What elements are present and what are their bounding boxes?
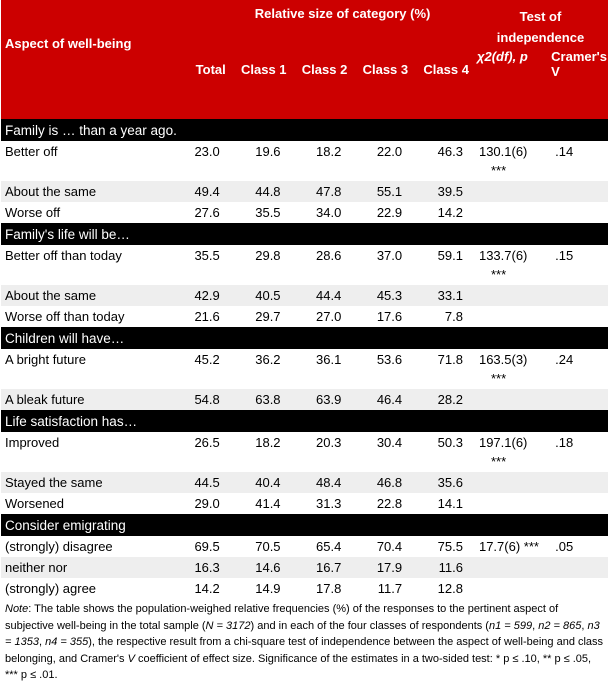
cell-total: 54.8 xyxy=(176,389,230,410)
table-row xyxy=(1,181,608,202)
section-header-row xyxy=(1,327,608,349)
cell-cramers-v xyxy=(547,578,608,599)
cell-class2: 16.7 xyxy=(291,557,352,578)
table-row xyxy=(1,141,608,181)
row-label: A bleak future xyxy=(1,389,176,410)
header-col-class1: Class 1 xyxy=(230,48,291,119)
cell-class3: 17.6 xyxy=(351,306,412,327)
cell-class4: 7.8 xyxy=(412,306,473,327)
cell-class1: 41.4 xyxy=(230,493,291,514)
cell-class3: 46.4 xyxy=(351,389,412,410)
cell-class1: 18.2 xyxy=(230,432,291,472)
cell-class4: 50.3 xyxy=(412,432,473,472)
cell-class3: 55.1 xyxy=(351,181,412,202)
note-part2: ) and in each of the four classes of respondents ( xyxy=(250,619,489,632)
cell-class1: 63.8 xyxy=(230,389,291,410)
note-part4: coefficient of effect size. Significance of the estimates in a two-sided test: xyxy=(134,652,496,665)
note-part3: ), the respective result from a chi-square test of independence between the aspect of well-being and class belonging, and Cramer's xyxy=(5,636,604,665)
table-body xyxy=(1,119,608,599)
row-label: Improved xyxy=(1,432,176,472)
note-V: V xyxy=(127,652,135,665)
table-row xyxy=(1,432,608,472)
cell-class2: 20.3 xyxy=(291,432,352,472)
section-title: Family is … than a year ago. xyxy=(1,119,608,141)
cell-total: 42.9 xyxy=(176,285,230,306)
cell-class1: 35.5 xyxy=(230,202,291,223)
chi-value: 130.1(6) xyxy=(478,144,528,159)
cell-class1: 19.6 xyxy=(230,141,291,181)
cell-chi xyxy=(473,536,547,557)
chi-value: 17.7(6) *** xyxy=(478,539,539,554)
cell-chi xyxy=(473,493,547,514)
cell-cramers-v xyxy=(547,285,608,306)
cell-class4: 75.5 xyxy=(412,536,473,557)
cell-chi xyxy=(473,181,547,202)
chi-value: 197.1(6) xyxy=(478,435,528,450)
cell-chi xyxy=(473,432,547,472)
cell-class3: 22.8 xyxy=(351,493,412,514)
row-label: (strongly) agree xyxy=(1,578,176,599)
chi-significance: *** xyxy=(490,163,507,178)
cell-class4: 11.6 xyxy=(412,557,473,578)
cell-class2: 44.4 xyxy=(291,285,352,306)
cell-total: 49.4 xyxy=(176,181,230,202)
cell-class4: 12.8 xyxy=(412,578,473,599)
header-col-class3: Class 3 xyxy=(351,48,412,119)
chi-significance: *** xyxy=(490,267,507,282)
cell-class3: 30.4 xyxy=(351,432,412,472)
cell-class4: 14.2 xyxy=(412,202,473,223)
cell-total: 29.0 xyxy=(176,493,230,514)
row-label: (strongly) disagree xyxy=(1,536,176,557)
cell-cramers-v: .15 xyxy=(547,245,608,285)
wellbeing-table xyxy=(1,0,608,599)
cell-cramers-v xyxy=(547,202,608,223)
cell-class4: 28.2 xyxy=(412,389,473,410)
header-test: Test of independence xyxy=(473,0,608,48)
cell-cramers-v: .18 xyxy=(547,432,608,472)
cell-total: 27.6 xyxy=(176,202,230,223)
chi-value: 133.7(6) xyxy=(478,248,528,263)
table-row xyxy=(1,285,608,306)
cell-total: 45.2 xyxy=(176,349,230,389)
cell-total: 26.5 xyxy=(176,432,230,472)
note-lead: Note xyxy=(5,603,29,615)
table-row xyxy=(1,536,608,557)
section-title: Life satisfaction has… xyxy=(1,410,608,432)
cell-class2: 63.9 xyxy=(291,389,352,410)
cell-class2: 17.8 xyxy=(291,578,352,599)
cell-chi xyxy=(473,245,547,285)
cell-chi xyxy=(473,557,547,578)
cell-cramers-v: .14 xyxy=(547,141,608,181)
cell-total: 21.6 xyxy=(176,306,230,327)
note-n4: n4 = 355 xyxy=(45,636,89,648)
cell-class2: 65.4 xyxy=(291,536,352,557)
cell-class4: 33.1 xyxy=(412,285,473,306)
cell-cramers-v xyxy=(547,389,608,410)
cell-total: 14.2 xyxy=(176,578,230,599)
cell-class4: 35.6 xyxy=(412,472,473,493)
header-col-chi: χ2(df), p xyxy=(473,48,547,119)
cell-class3: 11.7 xyxy=(351,578,412,599)
cell-class2: 28.6 xyxy=(291,245,352,285)
table-row xyxy=(1,578,608,599)
cell-total: 69.5 xyxy=(176,536,230,557)
row-label: About the same xyxy=(1,181,176,202)
header-col-total: Total xyxy=(176,48,230,119)
row-label: Worsened xyxy=(1,493,176,514)
cell-class1: 14.9 xyxy=(230,578,291,599)
cell-class3: 22.9 xyxy=(351,202,412,223)
row-label: Worse off than today xyxy=(1,306,176,327)
cell-cramers-v xyxy=(547,472,608,493)
cell-class3: 53.6 xyxy=(351,349,412,389)
section-header-row xyxy=(1,514,608,536)
row-label: About the same xyxy=(1,285,176,306)
cell-cramers-v xyxy=(547,181,608,202)
cell-total: 16.3 xyxy=(176,557,230,578)
header-relative-size: Relative size of category (%) xyxy=(176,0,473,48)
note-n1: n1 = 599 xyxy=(488,619,533,632)
cell-class4: 46.3 xyxy=(412,141,473,181)
cell-class4: 39.5 xyxy=(412,181,473,202)
cell-class3: 70.4 xyxy=(351,536,412,557)
cell-cramers-v: .05 xyxy=(547,536,608,557)
table-row xyxy=(1,245,608,285)
cell-chi xyxy=(473,578,547,599)
cell-class3: 37.0 xyxy=(351,245,412,285)
cell-cramers-v: .24 xyxy=(547,349,608,389)
header-col-class4: Class 4 xyxy=(412,48,473,119)
cell-chi xyxy=(473,349,547,389)
cell-class1: 29.8 xyxy=(230,245,291,285)
cell-class1: 36.2 xyxy=(230,349,291,389)
cell-class1: 44.8 xyxy=(230,181,291,202)
chi-value: 163.5(3) xyxy=(478,352,528,367)
cell-class1: 70.5 xyxy=(230,536,291,557)
row-label: neither nor xyxy=(1,557,176,578)
cell-class4: 14.1 xyxy=(412,493,473,514)
header-aspect: Aspect of well-being xyxy=(1,0,176,119)
table-row xyxy=(1,472,608,493)
cell-class1: 14.6 xyxy=(230,557,291,578)
cell-chi xyxy=(473,472,547,493)
cell-class3: 45.3 xyxy=(351,285,412,306)
cell-class4: 71.8 xyxy=(412,349,473,389)
cell-class3: 46.8 xyxy=(351,472,412,493)
cell-class4: 59.1 xyxy=(412,245,473,285)
cell-class2: 27.0 xyxy=(291,306,352,327)
section-title: Family's life will be… xyxy=(1,223,608,245)
cell-cramers-v xyxy=(547,557,608,578)
chi-significance: *** xyxy=(490,454,507,469)
table-note: Note: The table shows the population-weighed relative frequencies (%) of the responses to the pertinent aspect of subjective well-being in the total sample (N = 3172) and in each of the four classes of respondents (n1 = 599, n2 = 865, n3 = 1353, n4 = 355), the respective result from a chi-square test of independence between the aspect of well-being and class belonging, and Cramer's V coefficient of effect size. Significance of the estimates in a two-sided test: * p ≤ .10, ** p ≤ .05, *** p ≤ .01. xyxy=(5,603,604,681)
row-label: Worse off xyxy=(1,202,176,223)
cell-chi xyxy=(473,202,547,223)
cell-cramers-v xyxy=(547,493,608,514)
cell-chi xyxy=(473,306,547,327)
note-n2: n2 = 865 xyxy=(538,619,582,632)
cell-cramers-v xyxy=(547,306,608,327)
table-row xyxy=(1,349,608,389)
cell-class2: 34.0 xyxy=(291,202,352,223)
cell-class1: 40.5 xyxy=(230,285,291,306)
cell-total: 44.5 xyxy=(176,472,230,493)
section-header-row xyxy=(1,223,608,245)
row-label: A bright future xyxy=(1,349,176,389)
row-label: Better off than today xyxy=(1,245,176,285)
header-col-v: Cramer's V xyxy=(547,48,608,119)
chi-significance: *** xyxy=(490,371,507,386)
section-header-row xyxy=(1,410,608,432)
header-col-class2: Class 2 xyxy=(291,48,352,119)
row-label: Better off xyxy=(1,141,176,181)
cell-class2: 48.4 xyxy=(291,472,352,493)
section-header-row xyxy=(1,119,608,141)
cell-chi xyxy=(473,285,547,306)
cell-class3: 22.0 xyxy=(351,141,412,181)
table-row xyxy=(1,557,608,578)
note-sig: * p ≤ .10, ** p ≤ .05, *** p ≤ .01. xyxy=(5,652,592,681)
cell-chi xyxy=(473,141,547,181)
cell-chi xyxy=(473,389,547,410)
table-row xyxy=(1,306,608,327)
row-label: Stayed the same xyxy=(1,472,176,493)
header-row-top xyxy=(1,0,608,48)
cell-class2: 18.2 xyxy=(291,141,352,181)
cell-total: 35.5 xyxy=(176,245,230,285)
cell-class1: 29.7 xyxy=(230,306,291,327)
section-title: Children will have… xyxy=(1,327,608,349)
note-N: N = 3172 xyxy=(205,619,251,632)
cell-total: 23.0 xyxy=(176,141,230,181)
cell-class3: 17.9 xyxy=(351,557,412,578)
note-part1: : The table shows the population-weighed relative frequencies (%) of the responses to the pertinent aspect of subjective well-being in the total sample ( xyxy=(5,603,559,632)
section-title: Consider emigrating xyxy=(1,514,608,536)
table-row xyxy=(1,202,608,223)
cell-class2: 47.8 xyxy=(291,181,352,202)
table-row xyxy=(1,493,608,514)
table-row xyxy=(1,389,608,410)
cell-class2: 36.1 xyxy=(291,349,352,389)
cell-class1: 40.4 xyxy=(230,472,291,493)
cell-class2: 31.3 xyxy=(291,493,352,514)
note-n3: n3 = 1353 xyxy=(5,619,600,648)
